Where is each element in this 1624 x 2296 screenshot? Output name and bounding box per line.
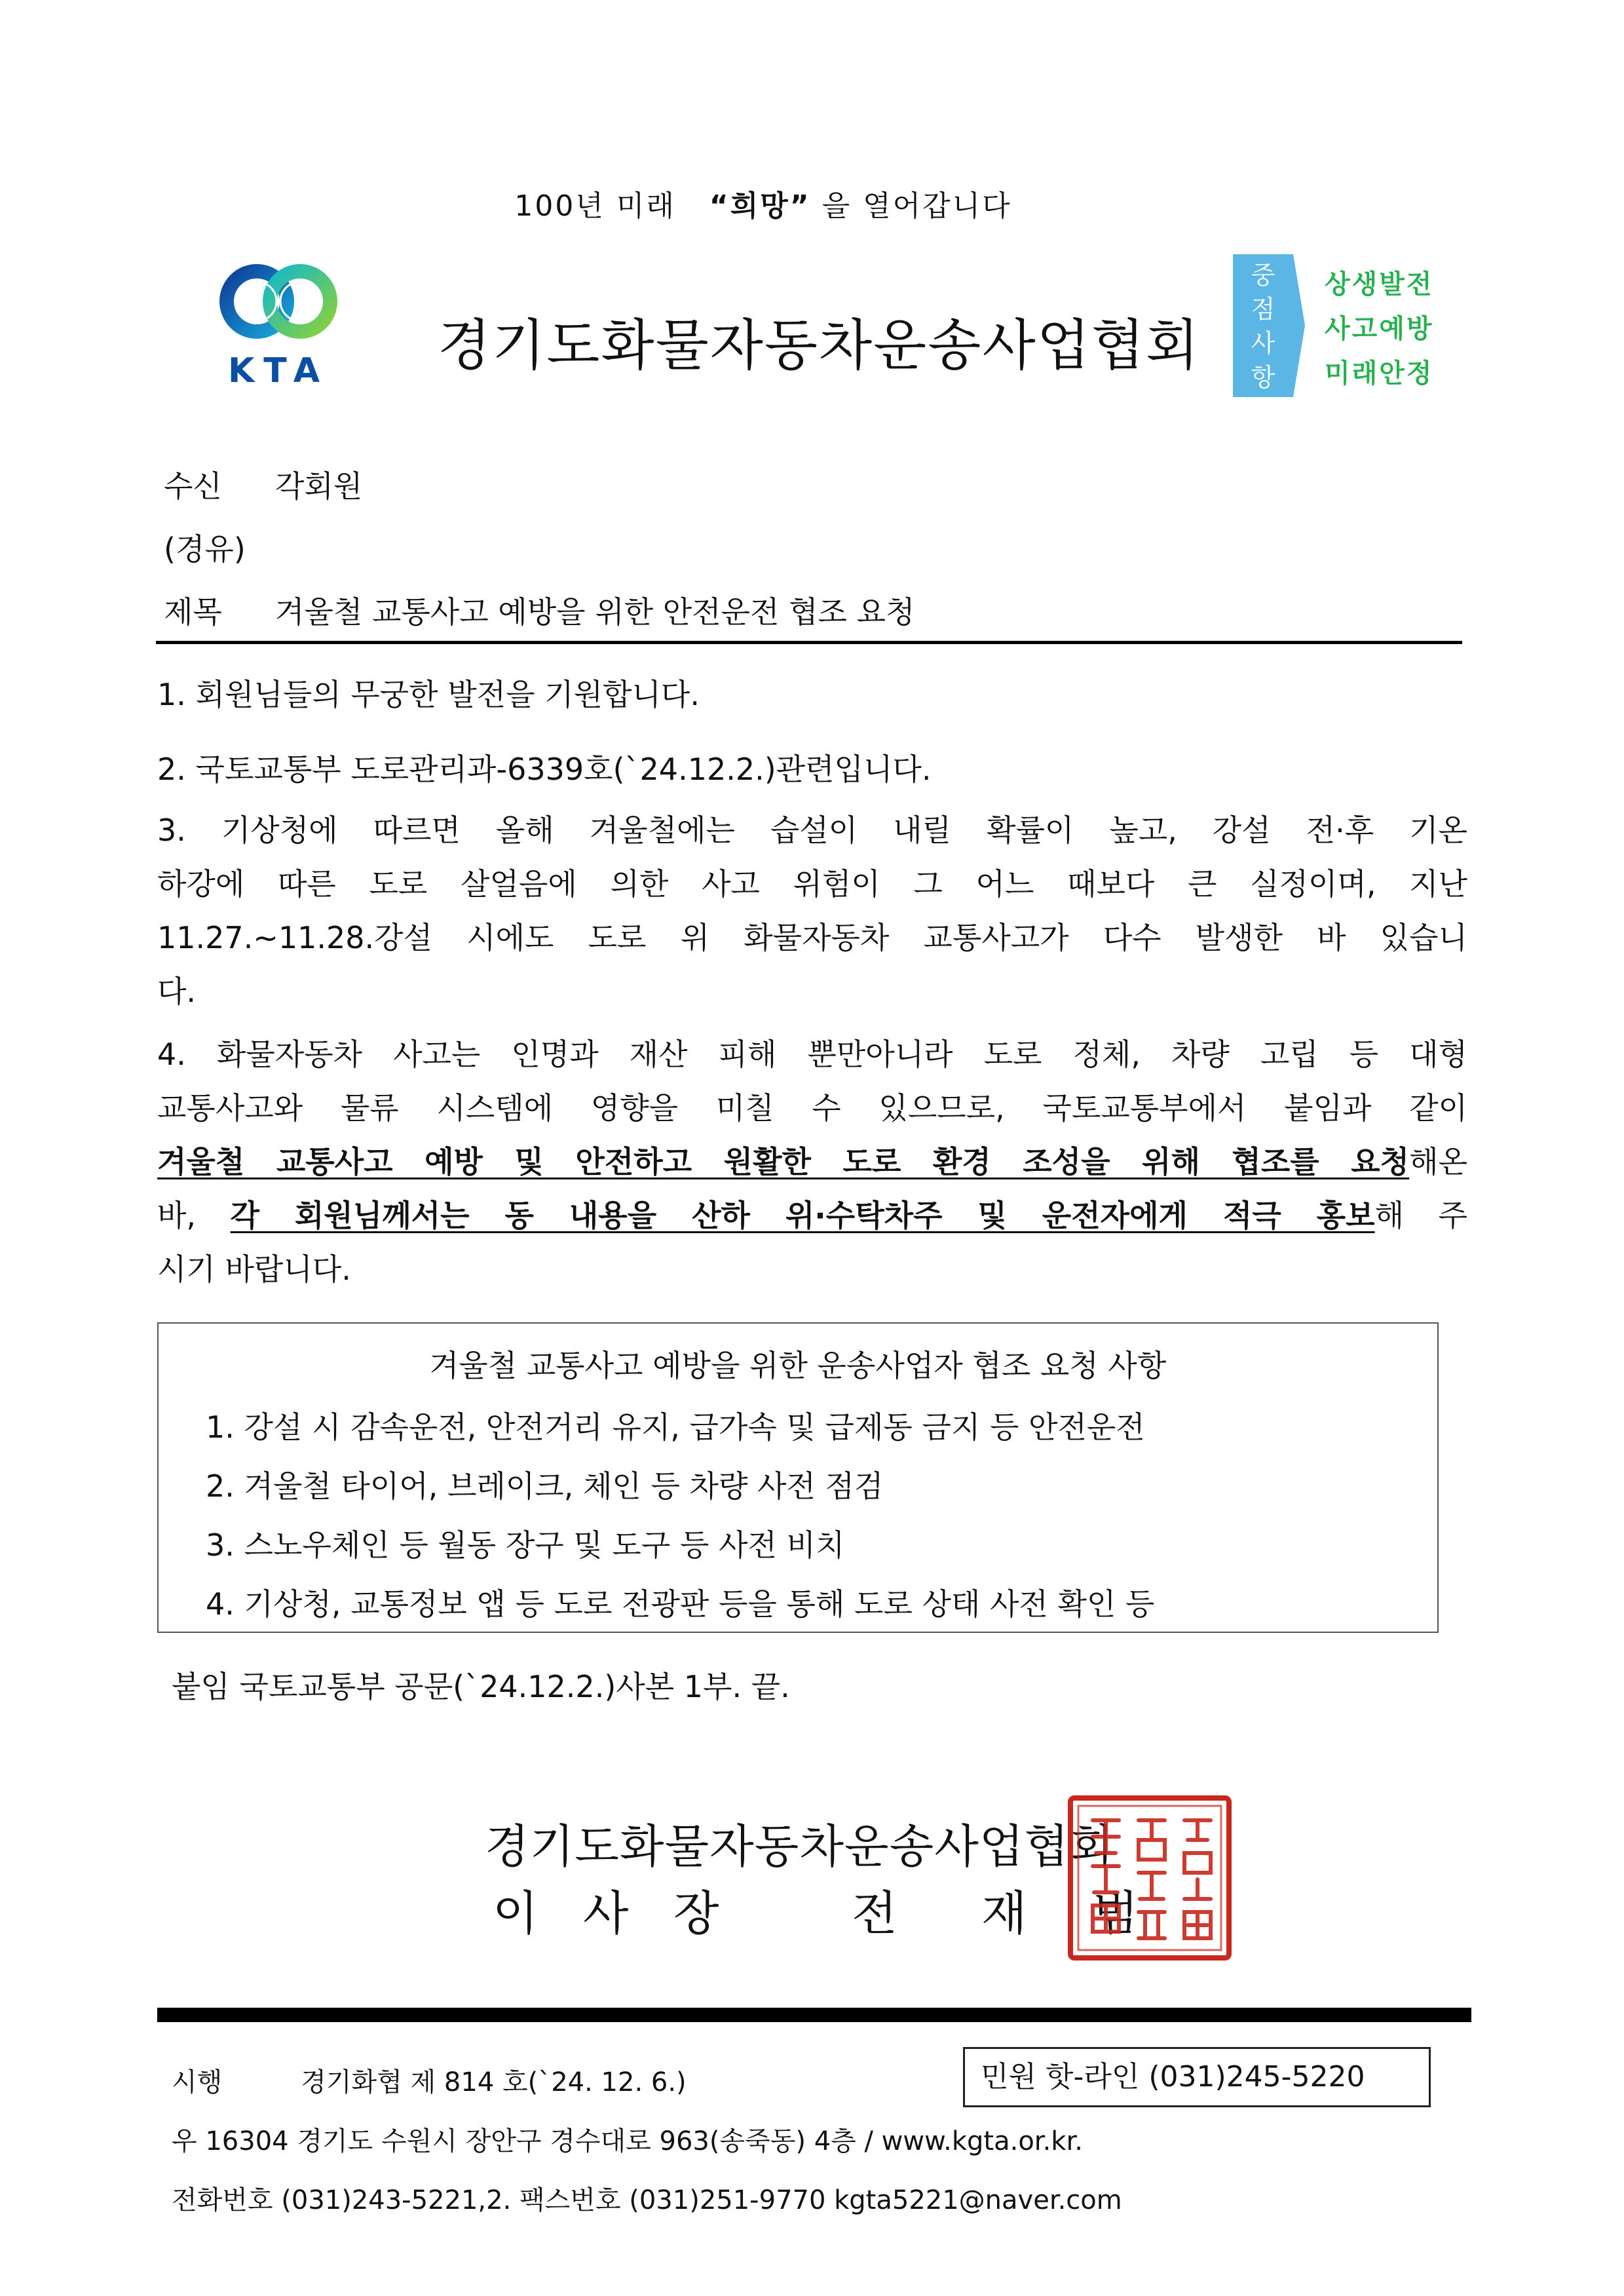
paragraph-4-line [157,1135,1467,1189]
key-badge-char: 점 [1251,295,1275,324]
paragraph-3-line: 하강에 따른 도로 살얼음에 의한 사고 위험이 그 어느 때보다 큰 실정이며, 지난 [157,866,1467,902]
slogan-highlight: “희망” [709,189,811,223]
exec-label: 시행 [172,2067,223,2097]
key-item: 사고예방 [1325,314,1434,344]
paragraph-4-text: 바, [157,1198,197,1233]
slogan-post: 을 열어갑니다 [821,189,1012,223]
signature-org: 경기도화물자동차운송사업협회 [485,1820,1114,1873]
request-item: 4. 기상청, 교통정보 앱 등 도로 전광판 등을 통해 도로 상태 사전 확인 등 [206,1586,1155,1622]
paragraph-4 [157,1027,1467,1296]
signature-char: 전 [852,1886,897,1941]
subject-divider [156,641,1462,644]
kta-logo [210,261,347,392]
contact-line: 전화번호 (031)243-5221,2. 팩스번호 (031)251-9770 kgta5221@naver.com [172,2185,1122,2215]
org-title: 경기도화물자동차운송사업협회 [438,313,1201,377]
emphasis-request: 겨울철 교통사고 예방 및 안전하고 원활한 도로 환경 조성을 위해 협조를 요청 [157,1144,1410,1179]
exec-value: 경기화협 제 814 호(`24. 12. 6.) [301,2067,687,2097]
exec-row [172,2061,687,2099]
key-badge [1233,254,1305,397]
paragraph-4-line: 교통사고와 물류 시스템에 영향을 미칠 수 있으므로, 국토교통부에서 붙임과 같이 [157,1090,1467,1126]
key-item: 상생발전 [1325,269,1434,299]
signature-char: 재 [981,1886,1027,1941]
subject-row [164,588,915,632]
attachment-line: 붙임 국토교통부 공문(`24.12.2.)사본 1부. 끝. [172,1669,790,1704]
address-line: 우 16304 경기도 수원시 장안구 경수대로 963(송죽동) 4층 / www.kgta.or.kr. [172,2126,1083,2156]
slogan [0,182,1526,224]
emphasis-promotion: 각 회원님께서는 동 내용을 산하 위·수탁차주 및 운전자에게 적극 홍보 [230,1198,1375,1233]
logo-text: KTA [228,351,329,391]
signature-char: 범 [1093,1886,1139,1941]
paragraph-4-line: 시기 바랍니다. [157,1252,351,1287]
request-box [157,1322,1439,1633]
subject-value: 겨울철 교통사고 예방을 위한 안전운전 협조 요청 [275,594,915,630]
key-item: 미래안정 [1325,358,1434,389]
key-badge-char: 항 [1251,363,1275,392]
key-items [1325,262,1434,396]
recipient-value: 각회원 [275,469,363,504]
paragraph-1: 1. 회원님들의 무궁한 발전을 기원합니다. [157,677,700,712]
signature-char: 사 [583,1886,629,1941]
paragraph-3-line: 11.27.~11.28.강설 시에도 도로 위 화물자동차 교통사고가 다수 발생한 바 있습니 [157,920,1467,955]
key-badge-char: 중 [1251,261,1275,290]
footer-divider [157,2008,1471,2022]
slogan-pre: 100년 미래 [514,189,676,223]
subject-label: 제목 [164,594,222,630]
paragraph-4-line [157,1189,1467,1242]
paragraph-3-line: 3. 기상청에 따르면 올해 겨울철에는 습설이 내릴 확률이 높고, 강설 전·후 기온 [157,813,1467,848]
paragraph-3-line: 다. [157,974,197,1009]
hotline-box: 민원 핫-라인 (031)245-5220 [963,2047,1431,2107]
request-item: 1. 강설 시 감속운전, 안전거리 유지, 급가속 및 급제동 금지 등 안전운전 [206,1409,1145,1445]
paragraph-4-line: 4. 화물자동차 사고는 인명과 재산 피해 뿐만아니라 도로 정체, 차량 고립 등 대형 [157,1037,1467,1072]
key-badge-text [1233,258,1293,394]
request-item: 2. 겨울철 타이어, 브레이크, 체인 등 차량 사전 점검 [206,1468,884,1504]
signature-char: 장 [673,1886,719,1941]
paragraph-4-text: 해온 [1409,1144,1467,1179]
official-seal [1067,1794,1233,1962]
recipient-label: 수신 [164,469,222,504]
paragraph-2: 2. 국토교통부 도로관리과-6339호(`24.12.2.)관련입니다. [157,752,932,787]
request-item: 3. 스노우체인 등 월동 장구 및 도구 등 사전 비치 [206,1527,845,1563]
recipient-row [164,463,362,506]
via-row [164,526,246,569]
paragraph-4-text: 해 주 [1374,1198,1467,1233]
paragraph-3 [157,803,1467,1018]
signature-char: 이 [493,1886,538,1941]
logo-mark [227,271,330,332]
request-box-title: 겨울철 교통사고 예방을 위한 운송사업자 협조 요청 사항 [429,1348,1167,1383]
via-label: (경유) [164,531,246,567]
key-badge-char: 사 [1251,329,1275,358]
